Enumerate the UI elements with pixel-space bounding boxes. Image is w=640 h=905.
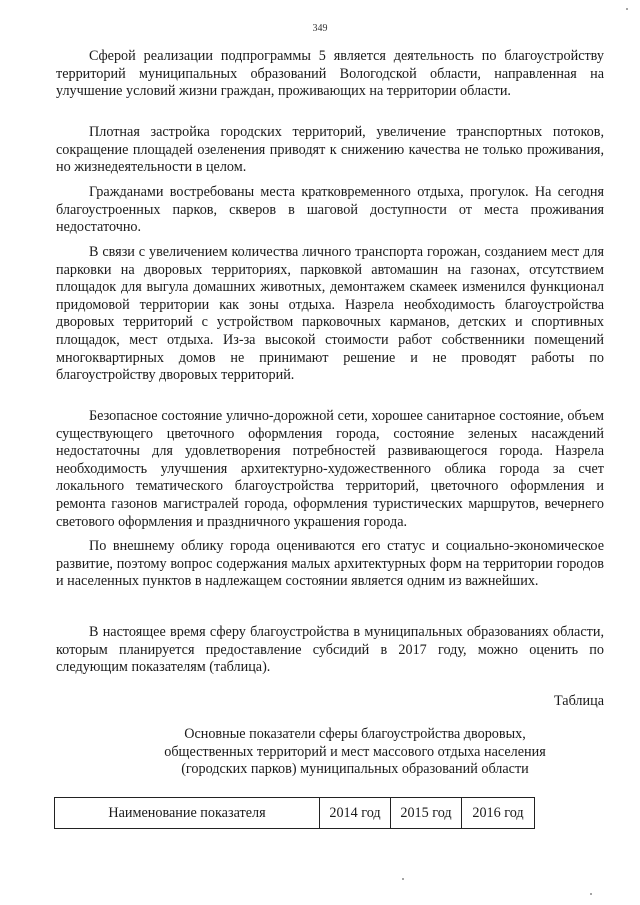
paragraph-4: В связи с увеличением количества личного транспорта горожан, созданием мест для парковки на дворовых территориях, парковкой автомашин на газонах, отсутствием площадок для выгула домашних животных, демонтажем скамеек изменился функционал придомовой территории как зоны отдыха. Назрела необходимость благоустройства дворовых территорий с устройством парковочных карманов, детских и спортивных площадок, мест отдыха. Из-за высокой стоимости работ собственники помещений многоквартирных домов не принимают решение и не проводят работы по благоустройству дворовых территорий.: [56, 244, 604, 384]
header-year-2016: 2016 год: [462, 798, 535, 829]
indicators-table: [54, 797, 535, 829]
table-caption: [125, 726, 585, 779]
paragraph-7: В настоящее время сферу благоустройства в муниципальных образованиях области, которым планируется предоставление субсидий в 2017 году, можно оценить по следующим показателям (таблица).: [56, 624, 604, 676]
header-indicator-name: Наименование показателя: [55, 798, 320, 829]
table-caption-line: (городских парков) муниципальных образований области: [181, 761, 529, 778]
table-header-row: [55, 798, 535, 829]
header-year-2015: 2015 год: [391, 798, 462, 829]
scan-speck: [402, 878, 404, 880]
scan-speck: [590, 893, 592, 895]
table-caption-line: Основные показатели сферы благоустройства дворовых,: [184, 726, 526, 742]
paragraph-6: По внешнему облику города оцениваются его статус и социально-экономическое развитие, поэтому вопрос содержания малых архитектурных форм на территории городов и населенных пунктов в надлежащем состоянии является одним из важнейших.: [56, 538, 604, 590]
table-label: Таблица: [553, 693, 604, 709]
header-year-2014: 2014 год: [320, 798, 391, 829]
scan-speck: [626, 8, 628, 10]
page-number: 349: [312, 23, 328, 34]
paragraph-3: Гражданами востребованы места кратковременного отдыха, прогулок. На сегодня благоустроенных парков, скверов в шаговой доступности от места проживания недостаточно.: [56, 184, 604, 236]
paragraph-2: Плотная застройка городских территорий, увеличение транспортных потоков, сокращение площадей озеленения приводят к снижению качества не только проживания, но жизнедеятельности в целом.: [56, 124, 604, 176]
paragraph-5: Безопасное состояние улично-дорожной сети, хорошее санитарное состояние, объем существующего цветочного оформления города, состояние зеленых насаждений недостаточны для удовлетворения потребностей развивающегося города. Назрела необходимость улучшения архитектурно-художественного облика города за счет локального тематического благоустройства территорий, цветочного оформления и ремонта газонов магистралей города, оформления туристических маршрутов, вечернего светового оформления и праздничного украшения города.: [56, 408, 604, 530]
paragraph-1: Сферой реализации подпрограммы 5 является деятельность по благоустройству территорий муниципальных образований Вологодской области, направленная на улучшение условий жизни граждан, проживающих на территории области.: [56, 48, 604, 100]
table-caption-line: общественных территорий и мест массового отдыха населения: [164, 743, 546, 760]
